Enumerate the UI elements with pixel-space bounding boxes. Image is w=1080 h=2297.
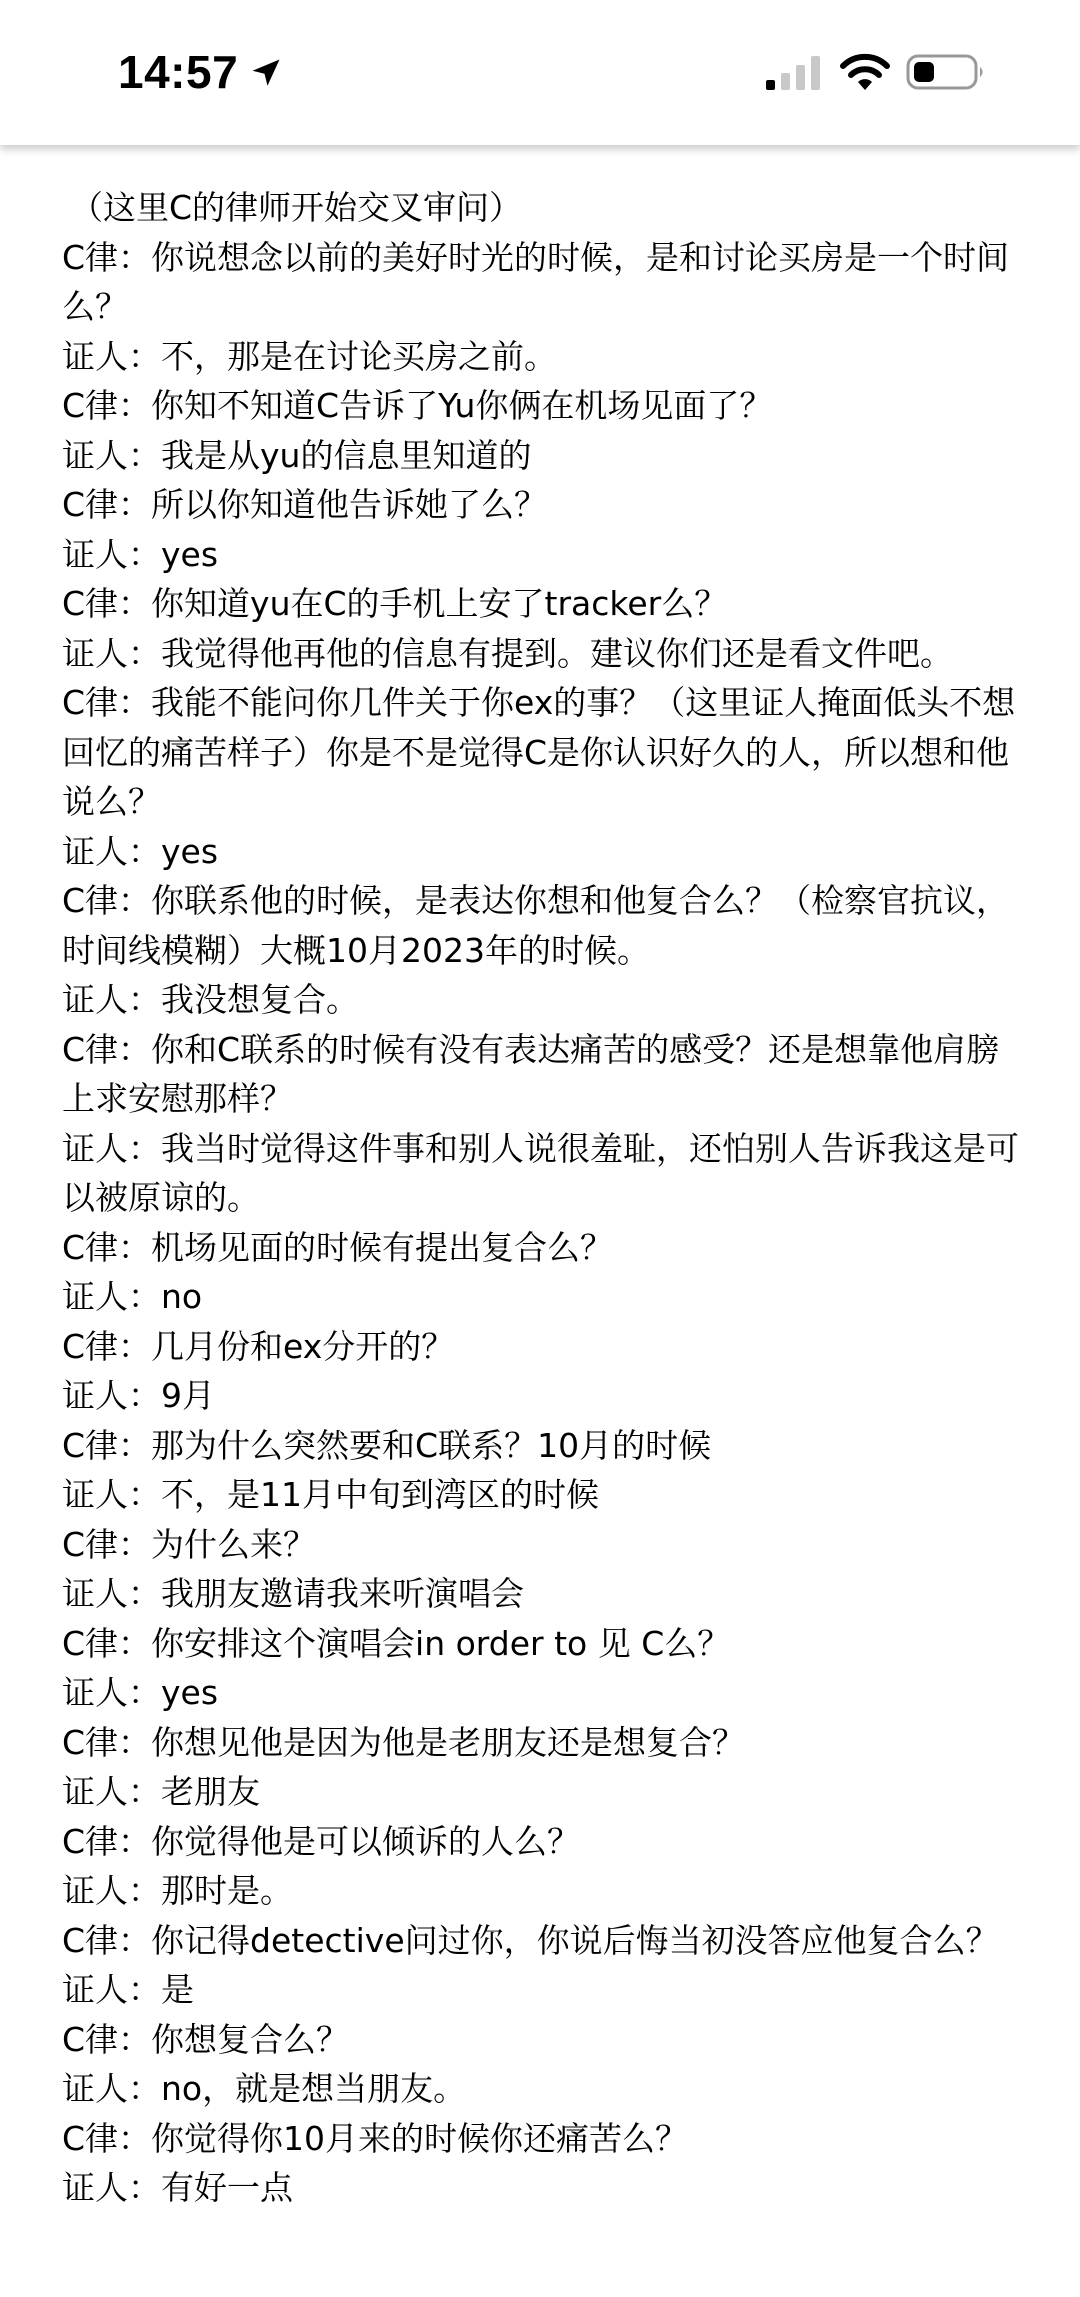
transcript-line: 证人：9月 [62, 1376, 215, 1415]
transcript-line: 证人：有好一点 [62, 2168, 293, 2207]
transcript-line: C律：我能不能问你几件关于你ex的事？（这里证人掩面低头不想回忆的痛苦样子）你是不是觉得C是你认识好久的人，所以想和他说么？ [62, 683, 1016, 821]
transcript-line: C律：你知道yu在C的手机上安了tracker么？ [62, 584, 728, 623]
transcript-line: C律：你安排这个演唱会in order to 见 C么？ [62, 1623, 731, 1663]
transcript-line: 证人：yes [62, 831, 219, 871]
transcript-line: 证人：不，是11月中旬到湾区的时候 [62, 1475, 599, 1514]
location-arrow-icon [248, 55, 284, 91]
transcript-line: C律：为什么来？ [62, 1524, 317, 1564]
transcript-line: C律：你想见他是因为他是老朋友还是想复合？ [62, 1722, 746, 1762]
transcript-line: C律：你想复合么？ [62, 2019, 350, 2059]
transcript-line: C律：所以你知道他告诉她了么？ [62, 485, 548, 524]
transcript-line: C律：你觉得他是可以倾诉的人么？ [62, 1821, 581, 1861]
status-time: 14:57 [118, 46, 239, 98]
transcript-body [62, 183, 1022, 2213]
transcript-line: 证人：是 [62, 1970, 194, 2009]
transcript-line: （这里C的律师开始交叉审问） [70, 188, 523, 227]
wifi-icon [838, 52, 892, 92]
transcript-line: C律：你知不知道C告诉了Yu你俩在机场见面了？ [62, 386, 773, 425]
transcript-line: 证人：我朋友邀请我来听演唱会 [62, 1574, 524, 1613]
battery-icon [906, 52, 986, 92]
status-bar [0, 0, 1080, 145]
transcript-line: 证人：那时是。 [62, 1871, 293, 1910]
transcript-line: C律：你说想念以前的美好时光的时候，是和讨论买房是一个时间么？ [62, 237, 1010, 326]
transcript-line: 证人：yes [62, 1673, 219, 1712]
transcript-line: C律：你联系他的时候，是表达你想和他复合么？（检察官抗议，时间线模糊）大概10月2023年的时候。 [62, 881, 1010, 970]
transcript-line: 证人：不，那是在讨论买房之前。 [62, 336, 557, 376]
transcript-line: 证人：no，就是想当朋友。 [62, 2069, 467, 2108]
transcript-line: 证人：我当时觉得这件事和别人说很羞耻，还怕别人告诉我这是可以被原谅的。 [62, 1128, 1019, 1217]
transcript-line: 证人：no [62, 1277, 203, 1316]
transcript-line: C律：机场见面的时候有提出复合么？ [62, 1227, 614, 1267]
transcript-line: C律：你记得detective问过你，你说后悔当初没答应他复合么？ [62, 1920, 999, 1960]
transcript-line: 证人：老朋友 [62, 1772, 260, 1811]
transcript-line: C律：你觉得你10月来的时候你还痛苦么？ [62, 2118, 689, 2158]
transcript-line: 证人：yes [62, 534, 219, 574]
transcript-line: 证人：我没想复合。 [62, 980, 359, 1019]
transcript-line: C律：几月份和ex分开的？ [62, 1326, 455, 1366]
transcript-line: C律：你和C联系的时候有没有表达痛苦的感受？还是想靠他肩膀上求安慰那样？ [62, 1029, 1000, 1118]
transcript-line: 证人：我是从yu的信息里知道的 [62, 435, 532, 475]
transcript-line: C律：那为什么突然要和C联系？10月的时候 [62, 1425, 712, 1465]
cellular-signal-icon [766, 56, 822, 90]
transcript-line: 证人：我觉得他再他的信息有提到。建议你们还是看文件吧。 [62, 633, 953, 673]
